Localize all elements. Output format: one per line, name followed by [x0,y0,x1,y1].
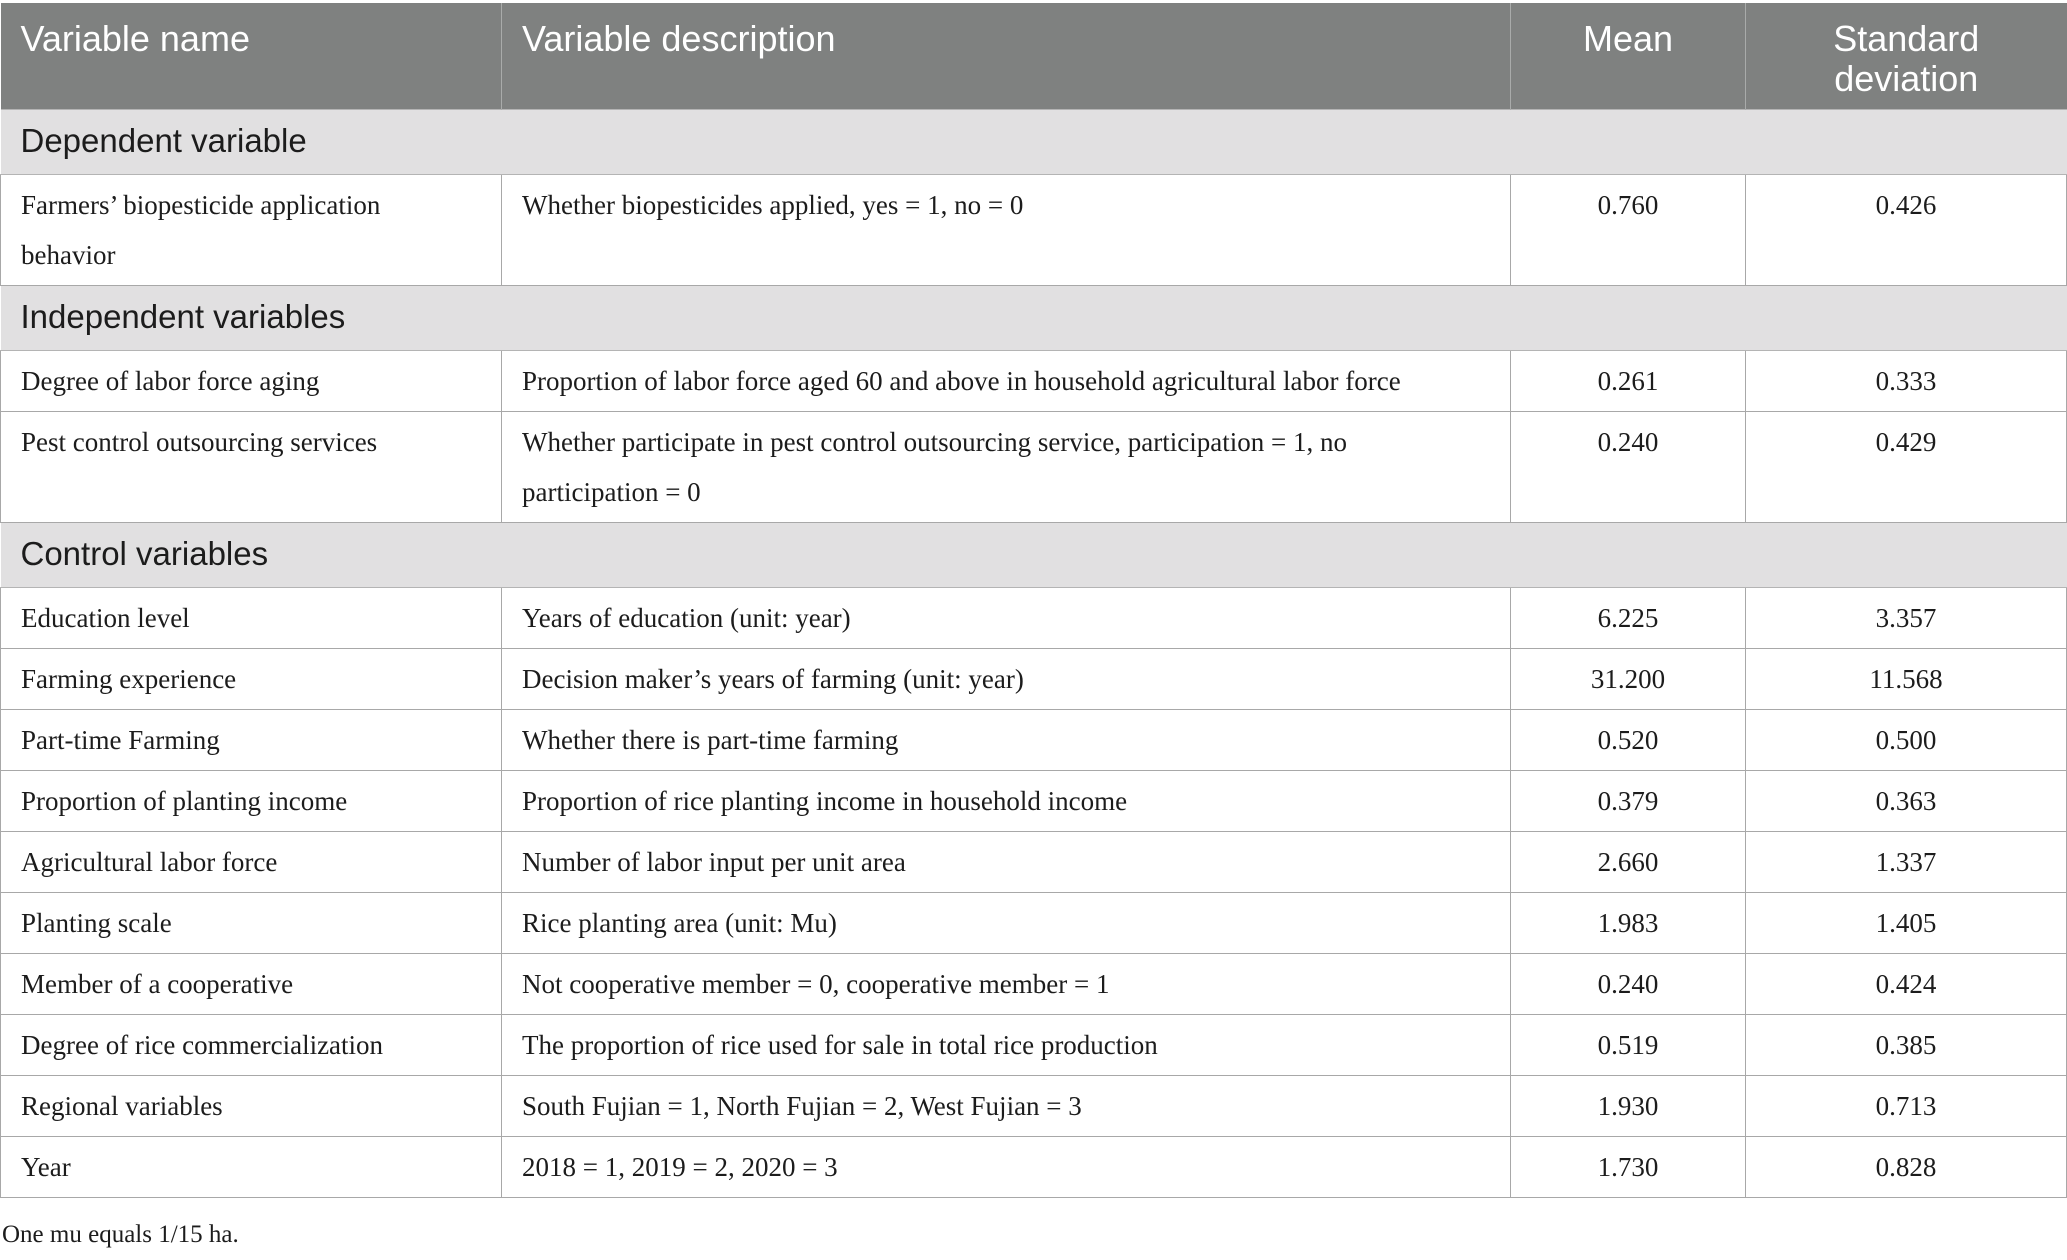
section-title: Independent variables [1,286,2067,351]
sd-cell: 0.429 [1746,412,2067,523]
table-row [1,771,2067,832]
table-row [1,954,2067,1015]
mean-cell: 1.930 [1511,1076,1746,1137]
table-row [1,588,2067,649]
variable-description-cell: Whether there is part-time farming [502,710,1511,771]
variable-description-cell: Whether participate in pest control outsourcing service, participation = 1, no participation = 0 [502,412,1511,523]
section-title: Control variables [1,523,2067,588]
section-row-independent [1,286,2067,351]
table-row [1,710,2067,771]
mean-cell: 1.983 [1511,893,1746,954]
section-row-dependent [1,110,2067,175]
mean-cell: 2.660 [1511,832,1746,893]
sd-cell: 0.713 [1746,1076,2067,1137]
sd-cell: 0.828 [1746,1137,2067,1198]
table-row [1,832,2067,893]
variable-name-cell: Education level [1,588,502,649]
table-row [1,175,2067,286]
variable-description-cell: The proportion of rice used for sale in total rice production [502,1015,1511,1076]
variable-name-cell: Regional variables [1,1076,502,1137]
variable-name-cell: Agricultural labor force [1,832,502,893]
mean-cell: 31.200 [1511,649,1746,710]
sd-cell: 0.333 [1746,351,2067,412]
variable-description-cell: Whether biopesticides applied, yes = 1, no = 0 [502,175,1511,286]
mean-cell: 0.379 [1511,771,1746,832]
variable-name-cell: Year [1,1137,502,1198]
variable-name-cell: Degree of rice commercialization [1,1015,502,1076]
header-variable-name: Variable name [1,3,502,110]
header-standard-deviation: Standard deviation [1746,3,2067,110]
variable-name-cell: Member of a cooperative [1,954,502,1015]
variable-description-cell: South Fujian = 1, North Fujian = 2, West Fujian = 3 [502,1076,1511,1137]
variable-description-cell: Not cooperative member = 0, cooperative member = 1 [502,954,1511,1015]
variable-description-cell: Decision maker’s years of farming (unit: year) [502,649,1511,710]
table-row [1,412,2067,523]
header-variable-description: Variable description [502,3,1511,110]
variable-description-cell: 2018 = 1, 2019 = 2, 2020 = 3 [502,1137,1511,1198]
variable-name-cell: Planting scale [1,893,502,954]
variable-description-cell: Number of labor input per unit area [502,832,1511,893]
variable-name-cell: Proportion of planting income [1,771,502,832]
table-footnote: One mu equals 1/15 ha. [2,1221,239,1248]
variable-name-cell: Degree of labor force aging [1,351,502,412]
table-row [1,1015,2067,1076]
mean-cell: 0.240 [1511,412,1746,523]
section-row-control [1,523,2067,588]
sd-cell: 0.424 [1746,954,2067,1015]
sd-cell: 11.568 [1746,649,2067,710]
sd-cell: 0.426 [1746,175,2067,286]
variable-description-cell: Years of education (unit: year) [502,588,1511,649]
table-row [1,1076,2067,1137]
variable-name-cell: Farmers’ biopesticide application behavior [1,175,502,286]
table-body [1,110,2067,1198]
statistics-table-container [0,3,2066,1198]
mean-cell: 0.519 [1511,1015,1746,1076]
sd-cell: 1.337 [1746,832,2067,893]
header-mean: Mean [1511,3,1746,110]
sd-cell: 0.363 [1746,771,2067,832]
table-row [1,893,2067,954]
table-row [1,1137,2067,1198]
mean-cell: 6.225 [1511,588,1746,649]
sd-cell: 1.405 [1746,893,2067,954]
variable-description-cell: Rice planting area (unit: Mu) [502,893,1511,954]
variable-description-cell: Proportion of labor force aged 60 and above in household agricultural labor force [502,351,1511,412]
mean-cell: 0.760 [1511,175,1746,286]
table-row [1,649,2067,710]
variable-name-cell: Farming experience [1,649,502,710]
mean-cell: 0.240 [1511,954,1746,1015]
variable-name-cell: Part-time Farming [1,710,502,771]
variable-description-cell: Proportion of rice planting income in household income [502,771,1511,832]
table-row [1,351,2067,412]
mean-cell: 1.730 [1511,1137,1746,1198]
sd-cell: 3.357 [1746,588,2067,649]
sd-cell: 0.385 [1746,1015,2067,1076]
variable-name-cell: Pest control outsourcing services [1,412,502,523]
sd-cell: 0.500 [1746,710,2067,771]
section-title: Dependent variable [1,110,2067,175]
mean-cell: 0.261 [1511,351,1746,412]
table-header [1,3,2067,110]
mean-cell: 0.520 [1511,710,1746,771]
header-row [1,3,2067,110]
descriptive-statistics-table [0,3,2067,1198]
